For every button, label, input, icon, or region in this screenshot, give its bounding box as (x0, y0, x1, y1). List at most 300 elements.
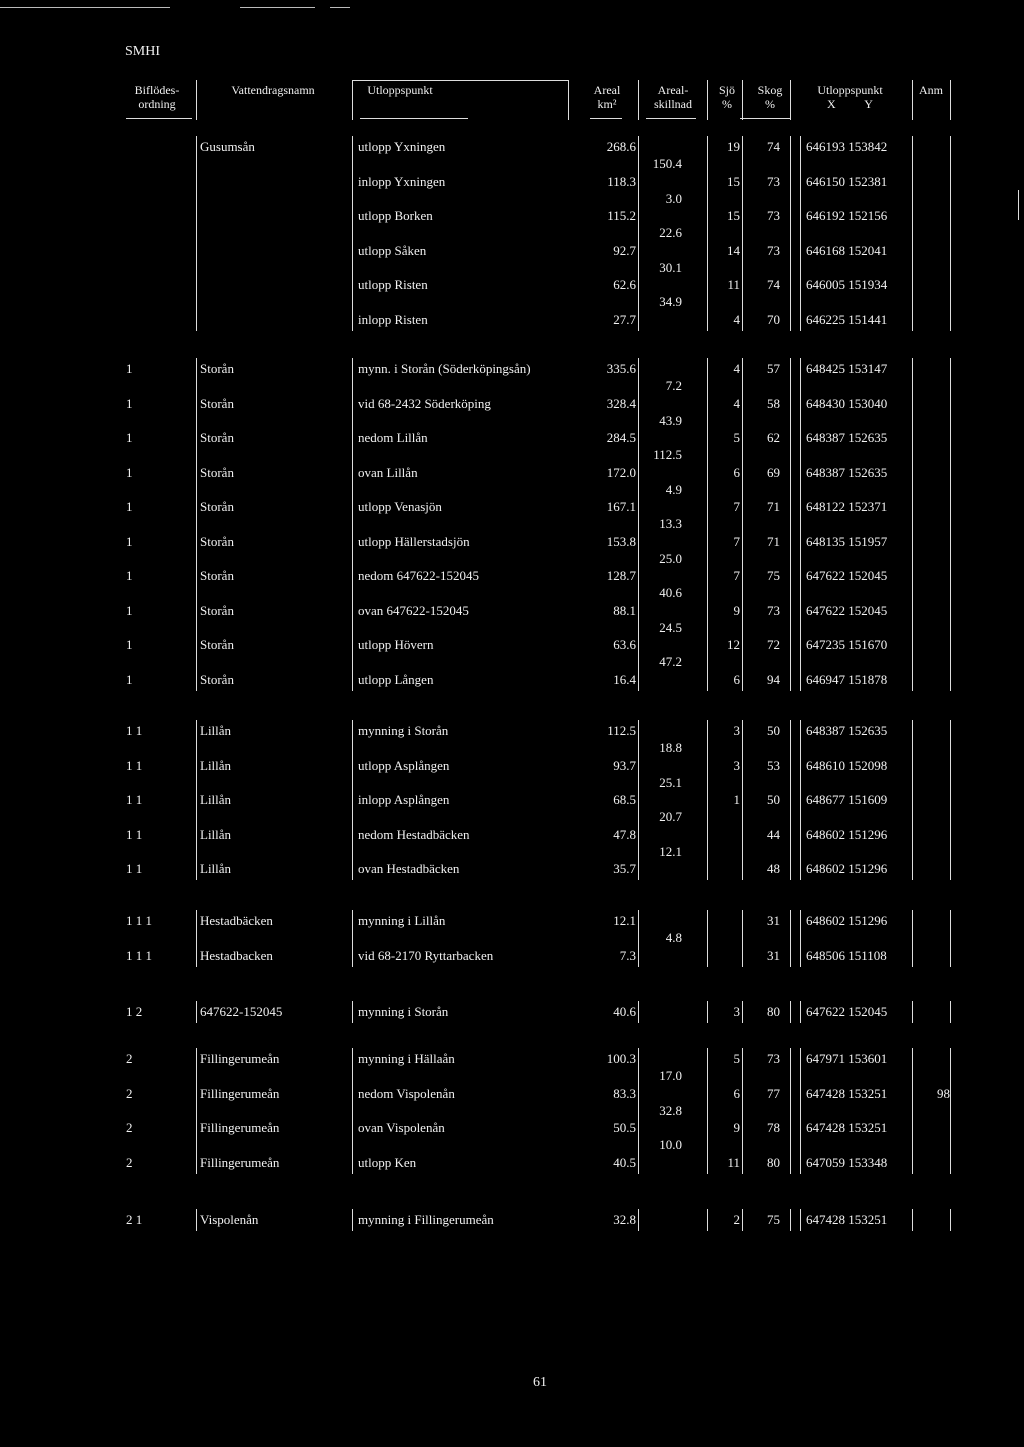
cell-arealskillnad: 7.2 (665, 378, 682, 394)
top-rule (0, 7, 170, 8)
column-separator (912, 358, 913, 691)
cell-vattendragsnamn: Lillån (200, 861, 232, 876)
column-separator (707, 1048, 708, 1174)
column-separator (638, 358, 639, 691)
cell-sjo: 19 (727, 139, 740, 154)
header-separator (638, 80, 639, 120)
cell-areal: 92.7 (613, 242, 636, 258)
cell-xy: 647622 152045 (806, 1004, 888, 1019)
column-separator (790, 910, 791, 967)
cell-areal: 32.8 (613, 1212, 636, 1227)
column-separator (950, 358, 951, 691)
cell-sjo: 9 (733, 602, 740, 618)
cell-biflodesordning: 1 1 (126, 723, 143, 738)
column-separator (196, 910, 197, 967)
header-separator (742, 80, 743, 120)
cell-sjo: 7 (733, 568, 740, 583)
cell-biflodesordning: 1 1 1 (126, 913, 152, 928)
cell-utloppspunkt: utlopp Lången (358, 671, 434, 687)
edge-mark (1018, 190, 1019, 220)
column-separator (707, 910, 708, 967)
cell-utloppspunkt: vid 68-2170 Ryttarbacken (358, 947, 494, 963)
cell-biflodesordning: 1 (126, 568, 133, 583)
column-separator (950, 1048, 951, 1174)
cell-utloppspunkt: mynning i Fillingerumeån (358, 1212, 494, 1227)
cell-xy: 648602 151296 (806, 913, 888, 928)
cell-sjo: 2 (733, 1212, 740, 1227)
cell-vattendragsnamn: Storån (200, 430, 234, 445)
cell-areal: 153.8 (606, 533, 636, 549)
cell-biflodesordning: 1 (126, 499, 133, 514)
column-separator (790, 720, 791, 880)
cell-sjo: 3 (733, 1004, 740, 1019)
cell-areal: 335.6 (606, 361, 636, 376)
cell-biflodesordning: 1 (126, 533, 133, 549)
cell-vattendragsnamn: Gusumsån (200, 139, 255, 154)
cell-utloppspunkt: utlopp Risten (358, 277, 428, 292)
column-separator (950, 720, 951, 880)
column-separator (912, 1209, 913, 1231)
column-separator (950, 1001, 951, 1023)
cell-skog: 80 (767, 1154, 780, 1170)
cell-arealskillnad: 12.1 (659, 843, 682, 859)
cell-areal: 284.5 (606, 430, 636, 445)
cell-xy: 647428 153251 (806, 1212, 888, 1227)
cell-xy: 646150 152381 (806, 173, 888, 189)
cell-vattendragsnamn: Fillingerumeån (200, 1051, 280, 1066)
page-number: 61 (533, 1375, 547, 1390)
cell-xy: 648135 151957 (806, 533, 888, 549)
cell-vattendragsnamn: Lillån (200, 757, 232, 773)
cell-areal: 167.1 (606, 499, 636, 514)
cell-xy: 648387 152635 (806, 430, 888, 445)
cell-vattendragsnamn: Storån (200, 602, 234, 618)
cell-vattendragsnamn: Storån (200, 499, 234, 514)
cell-vattendragsnamn: Lillån (200, 723, 232, 738)
cell-vattendragsnamn: Lillån (200, 792, 232, 807)
cell-xy: 648677 151609 (806, 792, 888, 807)
column-separator (707, 1209, 708, 1231)
top-rule (240, 7, 315, 8)
column-separator (800, 720, 801, 880)
cell-areal: 50.5 (613, 1120, 636, 1135)
cell-arealskillnad: 30.1 (659, 259, 682, 275)
column-separator (742, 1209, 743, 1231)
cell-arealskillnad: 34.9 (659, 294, 682, 310)
cell-areal: 40.5 (613, 1154, 636, 1170)
column-separator (196, 136, 197, 331)
cell-arealskillnad: 40.6 (659, 585, 682, 601)
column-separator (352, 910, 353, 967)
cell-biflodesordning: 1 (126, 430, 133, 445)
column-separator (742, 1001, 743, 1023)
cell-biflodesordning: 2 (126, 1085, 133, 1101)
column-separator (742, 720, 743, 880)
cell-sjo: 6 (733, 1085, 740, 1101)
cell-biflodesordning: 1 (126, 637, 133, 652)
cell-areal: 27.7 (613, 311, 636, 327)
cell-biflodesordning: 1 1 1 (126, 947, 152, 963)
cell-vattendragsnamn: Storån (200, 568, 234, 583)
cell-biflodesordning: 1 (126, 602, 133, 618)
cell-skog: 31 (767, 913, 780, 928)
cell-arealskillnad: 25.0 (659, 550, 682, 566)
cell-xy: 646947 151878 (806, 671, 888, 687)
cell-vattendragsnamn: Storån (200, 533, 234, 549)
cell-sjo: 14 (727, 242, 740, 258)
cell-sjo: 7 (733, 533, 740, 549)
header-separator (352, 80, 353, 120)
cell-utloppspunkt: vid 68-2432 Söderköping (358, 395, 491, 411)
cell-arealskillnad: 13.3 (659, 516, 682, 532)
cell-vattendragsnamn: Hestadbäcken (200, 913, 273, 928)
column-separator (638, 136, 639, 331)
cell-areal: 118.3 (607, 173, 636, 189)
cell-utloppspunkt: utlopp Ken (358, 1154, 417, 1170)
cell-skog: 73 (767, 1051, 780, 1066)
top-rule (330, 7, 350, 8)
cell-sjo: 5 (733, 430, 740, 445)
cell-utloppspunkt: utlopp Borken (358, 208, 433, 223)
header-separator (912, 80, 913, 120)
column-separator (742, 910, 743, 967)
column-separator (196, 1209, 197, 1231)
cell-xy: 646192 152156 (806, 208, 888, 223)
cell-utloppspunkt: utlopp Såken (358, 242, 427, 258)
cell-areal: 172.0 (606, 464, 636, 480)
column-separator (638, 1209, 639, 1231)
header-separator (568, 80, 569, 120)
cell-xy: 646005 151934 (806, 277, 888, 292)
header-topline (352, 80, 568, 81)
cell-skog: 77 (767, 1085, 780, 1101)
cell-skog: 73 (767, 242, 780, 258)
cell-arealskillnad: 22.6 (659, 225, 682, 241)
cell-xy: 648387 152635 (806, 464, 888, 480)
cell-areal: 88.1 (613, 602, 636, 618)
header-arealskillnad: Areal- skillnad (654, 83, 692, 111)
cell-sjo: 4 (733, 395, 740, 411)
cell-arealskillnad: 24.5 (659, 619, 682, 635)
cell-utloppspunkt: mynning i Hällaån (358, 1051, 455, 1066)
cell-sjo: 3 (733, 723, 740, 738)
cell-areal: 12.1 (613, 913, 636, 928)
column-separator (352, 136, 353, 331)
cell-skog: 75 (767, 568, 780, 583)
cell-skog: 50 (767, 792, 780, 807)
cell-areal: 93.7 (613, 757, 636, 773)
header-underline (740, 118, 790, 119)
column-separator (912, 136, 913, 331)
cell-areal: 62.6 (613, 277, 636, 292)
cell-areal: 68.5 (613, 792, 636, 807)
column-separator (196, 1001, 197, 1023)
cell-utloppspunkt: nedom Hestadbäcken (358, 826, 470, 842)
cell-biflodesordning: 1 1 (126, 826, 143, 842)
column-separator (800, 358, 801, 691)
cell-biflodesordning: 1 (126, 464, 133, 480)
cell-arealskillnad: 17.0 (659, 1068, 682, 1084)
cell-areal: 35.7 (613, 861, 636, 876)
column-separator (707, 1001, 708, 1023)
cell-sjo: 7 (733, 499, 740, 514)
cell-skog: 94 (767, 671, 780, 687)
cell-biflodesordning: 1 (126, 361, 133, 376)
cell-utloppspunkt: utlopp Asplången (358, 757, 450, 773)
cell-utloppspunkt: inlopp Risten (358, 311, 428, 327)
header-separator (707, 80, 708, 120)
column-separator (950, 1209, 951, 1231)
cell-biflodesordning: 2 (126, 1154, 133, 1170)
cell-sjo: 9 (733, 1120, 740, 1135)
column-separator (196, 1048, 197, 1174)
header-underline (360, 118, 468, 119)
column-separator (196, 358, 197, 691)
cell-skog: 78 (767, 1120, 780, 1135)
column-separator (800, 910, 801, 967)
column-separator (742, 1048, 743, 1174)
column-separator (352, 720, 353, 880)
cell-vattendragsnamn: Storån (200, 361, 234, 376)
cell-biflodesordning: 2 (126, 1120, 133, 1135)
header-utloppspunkt: Utloppspunkt (367, 83, 433, 97)
cell-sjo: 4 (733, 311, 740, 327)
header-separator (950, 80, 951, 120)
cell-xy: 647971 153601 (806, 1051, 888, 1066)
cell-xy: 646168 152041 (806, 242, 888, 258)
cell-xy: 646193 153842 (806, 139, 888, 154)
cell-skog: 50 (767, 723, 780, 738)
cell-areal: 47.8 (613, 826, 636, 842)
header-underline (126, 118, 192, 119)
cell-vattendragsnamn: Storån (200, 395, 234, 411)
header-separator (790, 80, 791, 120)
cell-skog: 72 (767, 637, 780, 652)
cell-skog: 53 (767, 757, 780, 773)
cell-skog: 57 (767, 361, 780, 376)
cell-skog: 71 (767, 533, 780, 549)
cell-skog: 71 (767, 499, 780, 514)
cell-xy: 647059 153348 (806, 1154, 888, 1170)
cell-utloppspunkt: ovan 647622-152045 (358, 602, 469, 618)
cell-xy: 648122 152371 (806, 499, 888, 514)
column-separator (196, 720, 197, 880)
cell-utloppspunkt: nedom Lillån (358, 430, 428, 445)
cell-vattendragsnamn: Lillån (200, 826, 232, 842)
cell-skog: 69 (767, 464, 780, 480)
cell-arealskillnad: 4.9 (665, 481, 682, 497)
cell-utloppspunkt: utlopp Yxningen (358, 139, 446, 154)
cell-arealskillnad: 18.8 (659, 740, 682, 756)
header-separator (196, 80, 197, 120)
header-vattendragsnamn: Vattendragsnamn (231, 83, 315, 97)
column-separator (352, 358, 353, 691)
cell-arealskillnad: 3.0 (665, 190, 682, 206)
cell-areal: 115.2 (607, 208, 636, 223)
cell-areal: 100.3 (606, 1051, 636, 1066)
column-separator (790, 136, 791, 331)
cell-skog: 80 (767, 1004, 780, 1019)
header-skog: Skog % (757, 83, 783, 111)
cell-xy: 647622 152045 (806, 568, 888, 583)
cell-arealskillnad: 4.8 (665, 930, 682, 946)
column-separator (638, 720, 639, 880)
column-separator (707, 136, 708, 331)
column-separator (950, 910, 951, 967)
cell-utloppspunkt: ovan Lillån (358, 464, 418, 480)
column-separator (638, 1048, 639, 1174)
cell-skog: 31 (767, 947, 780, 963)
cell-skog: 62 (767, 430, 780, 445)
cell-xy: 648602 151296 (806, 861, 888, 876)
column-separator (790, 1209, 791, 1231)
cell-sjo: 6 (733, 464, 740, 480)
column-separator (352, 1001, 353, 1023)
cell-skog: 48 (767, 861, 780, 876)
header-anm: Anm (919, 83, 943, 97)
cell-arealskillnad: 25.1 (659, 774, 682, 790)
cell-xy: 648506 151108 (806, 947, 887, 963)
cell-biflodesordning: 1 1 (126, 861, 143, 876)
cell-skog: 44 (767, 826, 780, 842)
column-separator (912, 1001, 913, 1023)
cell-utloppspunkt: utlopp Hövern (358, 637, 434, 652)
column-separator (800, 1048, 801, 1174)
column-separator (638, 1001, 639, 1023)
cell-areal: 328.4 (606, 395, 636, 411)
cell-utloppspunkt: mynning i Storån (358, 1004, 449, 1019)
cell-utloppspunkt: ovan Vispolenån (358, 1120, 445, 1135)
cell-utloppspunkt: inlopp Asplången (358, 792, 450, 807)
cell-vattendragsnamn: Vispolenån (200, 1212, 259, 1227)
header-areal: Areal km² (593, 83, 621, 111)
cell-areal: 112.5 (607, 723, 636, 738)
column-separator (912, 1048, 913, 1174)
column-separator (742, 136, 743, 331)
header-sjo: Sjö % (718, 83, 735, 111)
cell-xy: 647428 153251 (806, 1120, 888, 1135)
header-underline (646, 118, 696, 119)
header-biflodesordning: Biflödes- ordning (134, 83, 180, 111)
column-separator (950, 136, 951, 331)
cell-sjo: 11 (727, 1154, 740, 1170)
cell-areal: 7.3 (619, 947, 636, 963)
cell-utloppspunkt: utlopp Venasjön (358, 499, 442, 514)
cell-arealskillnad: 112.5 (653, 447, 682, 463)
cell-areal: 128.7 (606, 568, 636, 583)
cell-skog: 58 (767, 395, 780, 411)
cell-arealskillnad: 43.9 (659, 412, 682, 428)
cell-utloppspunkt: nedom 647622-152045 (358, 568, 479, 583)
column-separator (352, 1209, 353, 1231)
column-separator (790, 358, 791, 691)
cell-arealskillnad: 10.0 (659, 1137, 682, 1153)
cell-biflodesordning: 1 (126, 671, 133, 687)
cell-areal: 40.6 (613, 1004, 636, 1019)
cell-vattendragsnamn: Storån (200, 671, 234, 687)
cell-sjo: 15 (727, 173, 740, 189)
column-separator (800, 136, 801, 331)
cell-areal: 268.6 (606, 139, 636, 154)
cell-anm: 98 (937, 1085, 950, 1101)
column-separator (790, 1048, 791, 1174)
cell-areal: 83.3 (613, 1085, 636, 1101)
cell-xy: 647235 151670 (806, 637, 888, 652)
cell-biflodesordning: 2 1 (126, 1212, 143, 1227)
cell-biflodesordning: 2 (126, 1051, 133, 1066)
cell-sjo: 4 (733, 361, 740, 376)
cell-sjo: 6 (733, 671, 740, 687)
cell-xy: 648430 153040 (806, 395, 888, 411)
cell-xy: 648425 153147 (806, 361, 888, 376)
cell-vattendragsnamn: Fillingerumeån (200, 1154, 280, 1170)
cell-xy: 648610 152098 (806, 757, 888, 773)
column-separator (800, 1001, 801, 1023)
cell-arealskillnad: 150.4 (652, 156, 682, 172)
cell-utloppspunkt: inlopp Yxningen (358, 173, 446, 189)
cell-xy: 647622 152045 (806, 602, 888, 618)
cell-skog: 70 (767, 311, 780, 327)
column-separator (742, 358, 743, 691)
cell-biflodesordning: 1 (126, 395, 133, 411)
cell-xy: 648387 152635 (806, 723, 888, 738)
cell-utloppspunkt: ovan Hestadbäcken (358, 861, 460, 876)
cell-sjo: 12 (727, 637, 740, 652)
cell-utloppspunkt: mynning i Lillån (358, 913, 446, 928)
header-underline (590, 118, 622, 119)
cell-arealskillnad: 32.8 (659, 1102, 682, 1118)
cell-sjo: 11 (727, 277, 740, 292)
cell-utloppspunkt: mynning i Storån (358, 723, 449, 738)
cell-utloppspunkt: nedom Vispolenån (358, 1085, 455, 1101)
cell-vattendragsnamn: Storån (200, 637, 234, 652)
column-separator (912, 720, 913, 880)
cell-areal: 16.4 (613, 671, 636, 687)
cell-skog: 75 (767, 1212, 780, 1227)
cell-sjo: 1 (733, 792, 740, 807)
cell-vattendragsnamn: Storån (200, 464, 234, 480)
header-utloppspunkt-xy: Utloppspunkt X Y (817, 83, 883, 111)
column-separator (707, 358, 708, 691)
cell-vattendragsnamn: Hestadbacken (200, 947, 273, 963)
cell-sjo: 3 (733, 757, 740, 773)
cell-utloppspunkt: utlopp Hällerstadsjön (358, 533, 470, 549)
cell-vattendragsnamn: 647622-152045 (200, 1004, 283, 1019)
cell-xy: 646225 151441 (806, 311, 888, 327)
cell-arealskillnad: 20.7 (659, 809, 682, 825)
cell-sjo: 15 (727, 208, 740, 223)
cell-utloppspunkt: mynn. i Storån (Söderköpingsån) (358, 361, 531, 376)
cell-biflodesordning: 1 2 (126, 1004, 143, 1019)
column-separator (800, 1209, 801, 1231)
cell-sjo: 5 (733, 1051, 740, 1066)
cell-areal: 63.6 (613, 637, 636, 652)
column-separator (790, 1001, 791, 1023)
column-separator (638, 910, 639, 967)
cell-xy: 647428 153251 (806, 1085, 888, 1101)
cell-biflodesordning: 1 1 (126, 757, 143, 773)
cell-arealskillnad: 47.2 (659, 654, 682, 670)
cell-skog: 73 (767, 208, 780, 223)
cell-xy: 648602 151296 (806, 826, 888, 842)
cell-skog: 74 (767, 139, 780, 154)
cell-vattendragsnamn: Fillingerumeån (200, 1120, 280, 1135)
column-separator (707, 720, 708, 880)
cell-skog: 74 (767, 277, 780, 292)
cell-biflodesordning: 1 1 (126, 792, 143, 807)
column-separator (352, 1048, 353, 1174)
cell-vattendragsnamn: Fillingerumeån (200, 1085, 280, 1101)
